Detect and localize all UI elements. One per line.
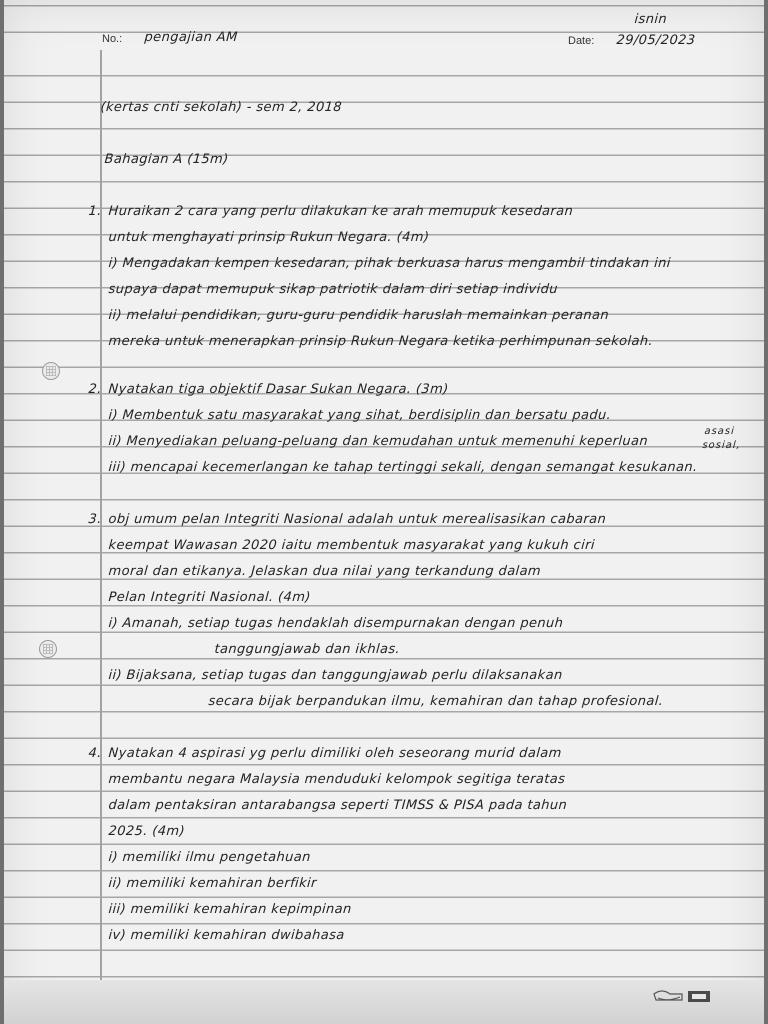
answer-line: ii) Menyediakan peluang-peluang dan kemudahan untuk memenuhi keperluan bbox=[108, 434, 649, 449]
question-number: 2. bbox=[88, 382, 103, 397]
question-line: obj umum pelan Integriti Nasional adalah untuk merealisasikan cabaran bbox=[108, 512, 607, 527]
question-line: moral dan etikanya. Jelaskan dua nilai yang terkandung dalam bbox=[108, 564, 542, 579]
day-name: isnin bbox=[634, 12, 668, 27]
answer-line: i) memiliki ilmu pengetahuan bbox=[108, 850, 312, 865]
no-label: No.: bbox=[102, 33, 123, 45]
answer-line: iv) memiliki kemahiran dwibahasa bbox=[108, 928, 346, 943]
question-number: 4. bbox=[88, 746, 103, 761]
answer-line: i) Amanah, setiap tugas hendaklah disempurnakan dengan penuh bbox=[108, 616, 564, 631]
question-line: membantu negara Malaysia menduduki kelompok segitiga teratas bbox=[108, 772, 566, 787]
notebook-brand-logo-icon bbox=[652, 986, 714, 1006]
question-line: untuk menghayati prinsip Rukun Negara. (4m) bbox=[108, 230, 430, 245]
answer-line: iii) memiliki kemahiran kepimpinan bbox=[108, 902, 353, 917]
question-line: dalam pentaksiran antarabangsa seperti TIMSS & PISA pada tahun bbox=[108, 798, 568, 813]
section-heading: Bahagian A (15m) bbox=[104, 152, 230, 167]
binder-hole-icon bbox=[39, 640, 57, 658]
answer-line: i) Mengadakan kempen kesedaran, pihak berkuasa harus mengambil tindakan ini bbox=[108, 256, 672, 271]
answer-line: ii) melalui pendidikan, guru-guru pendidik haruslah memainkan peranan bbox=[108, 308, 610, 323]
question-line: keempat Wawasan 2020 iaitu membentuk masyarakat yang kukuh ciri bbox=[108, 538, 596, 553]
page-bottom-edge bbox=[4, 980, 764, 1024]
date-value: 29/05/2023 bbox=[616, 33, 696, 48]
binder-hole-icon bbox=[42, 362, 60, 380]
notebook-page bbox=[4, 0, 764, 1024]
question-line: 2025. (4m) bbox=[108, 824, 186, 839]
question-number: 1. bbox=[88, 204, 103, 219]
answer-line: i) Membentuk satu masyarakat yang sihat, berdisiplin dan bersatu padu. bbox=[108, 408, 612, 423]
margin-note: asasi bbox=[704, 426, 736, 437]
date-label: Date: bbox=[568, 35, 595, 47]
question-line: Huraikan 2 cara yang perlu dilakukan ke arah memupuk kesedaran bbox=[108, 204, 574, 219]
margin-note: sosial, bbox=[702, 440, 742, 451]
answer-line: mereka untuk menerapkan prinsip Rukun Negara ketika perhimpunan sekolah. bbox=[108, 334, 654, 349]
answer-line: ii) Bijaksana, setiap tugas dan tanggungjawab perlu dilaksanakan bbox=[108, 668, 564, 683]
subject-title: pengajian AM bbox=[144, 30, 239, 45]
answer-line: supaya dapat memupuk sikap patriotik dalam diri setiap individu bbox=[108, 282, 559, 297]
question-line: Nyatakan tiga objektif Dasar Sukan Negara. (3m) bbox=[108, 382, 450, 397]
answer-line: iii) mencapai kecemerlangan ke tahap tertinggi sekali, dengan semangat kesukanan. bbox=[108, 460, 699, 475]
answer-line: secara bijak berpandukan ilmu, kemahiran dan tahap profesional. bbox=[208, 694, 664, 709]
question-number: 3. bbox=[88, 512, 103, 527]
answer-line: ii) memiliki kemahiran berfikir bbox=[108, 876, 318, 891]
question-line: Nyatakan 4 aspirasi yg perlu dimiliki oleh seseorang murid dalam bbox=[108, 746, 563, 761]
question-line: Pelan Integriti Nasional. (4m) bbox=[108, 590, 312, 605]
answer-line: tanggungjawab dan ikhlas. bbox=[214, 642, 401, 657]
paper-source: (kertas cnti sekolah) - sem 2, 2018 bbox=[100, 100, 343, 115]
